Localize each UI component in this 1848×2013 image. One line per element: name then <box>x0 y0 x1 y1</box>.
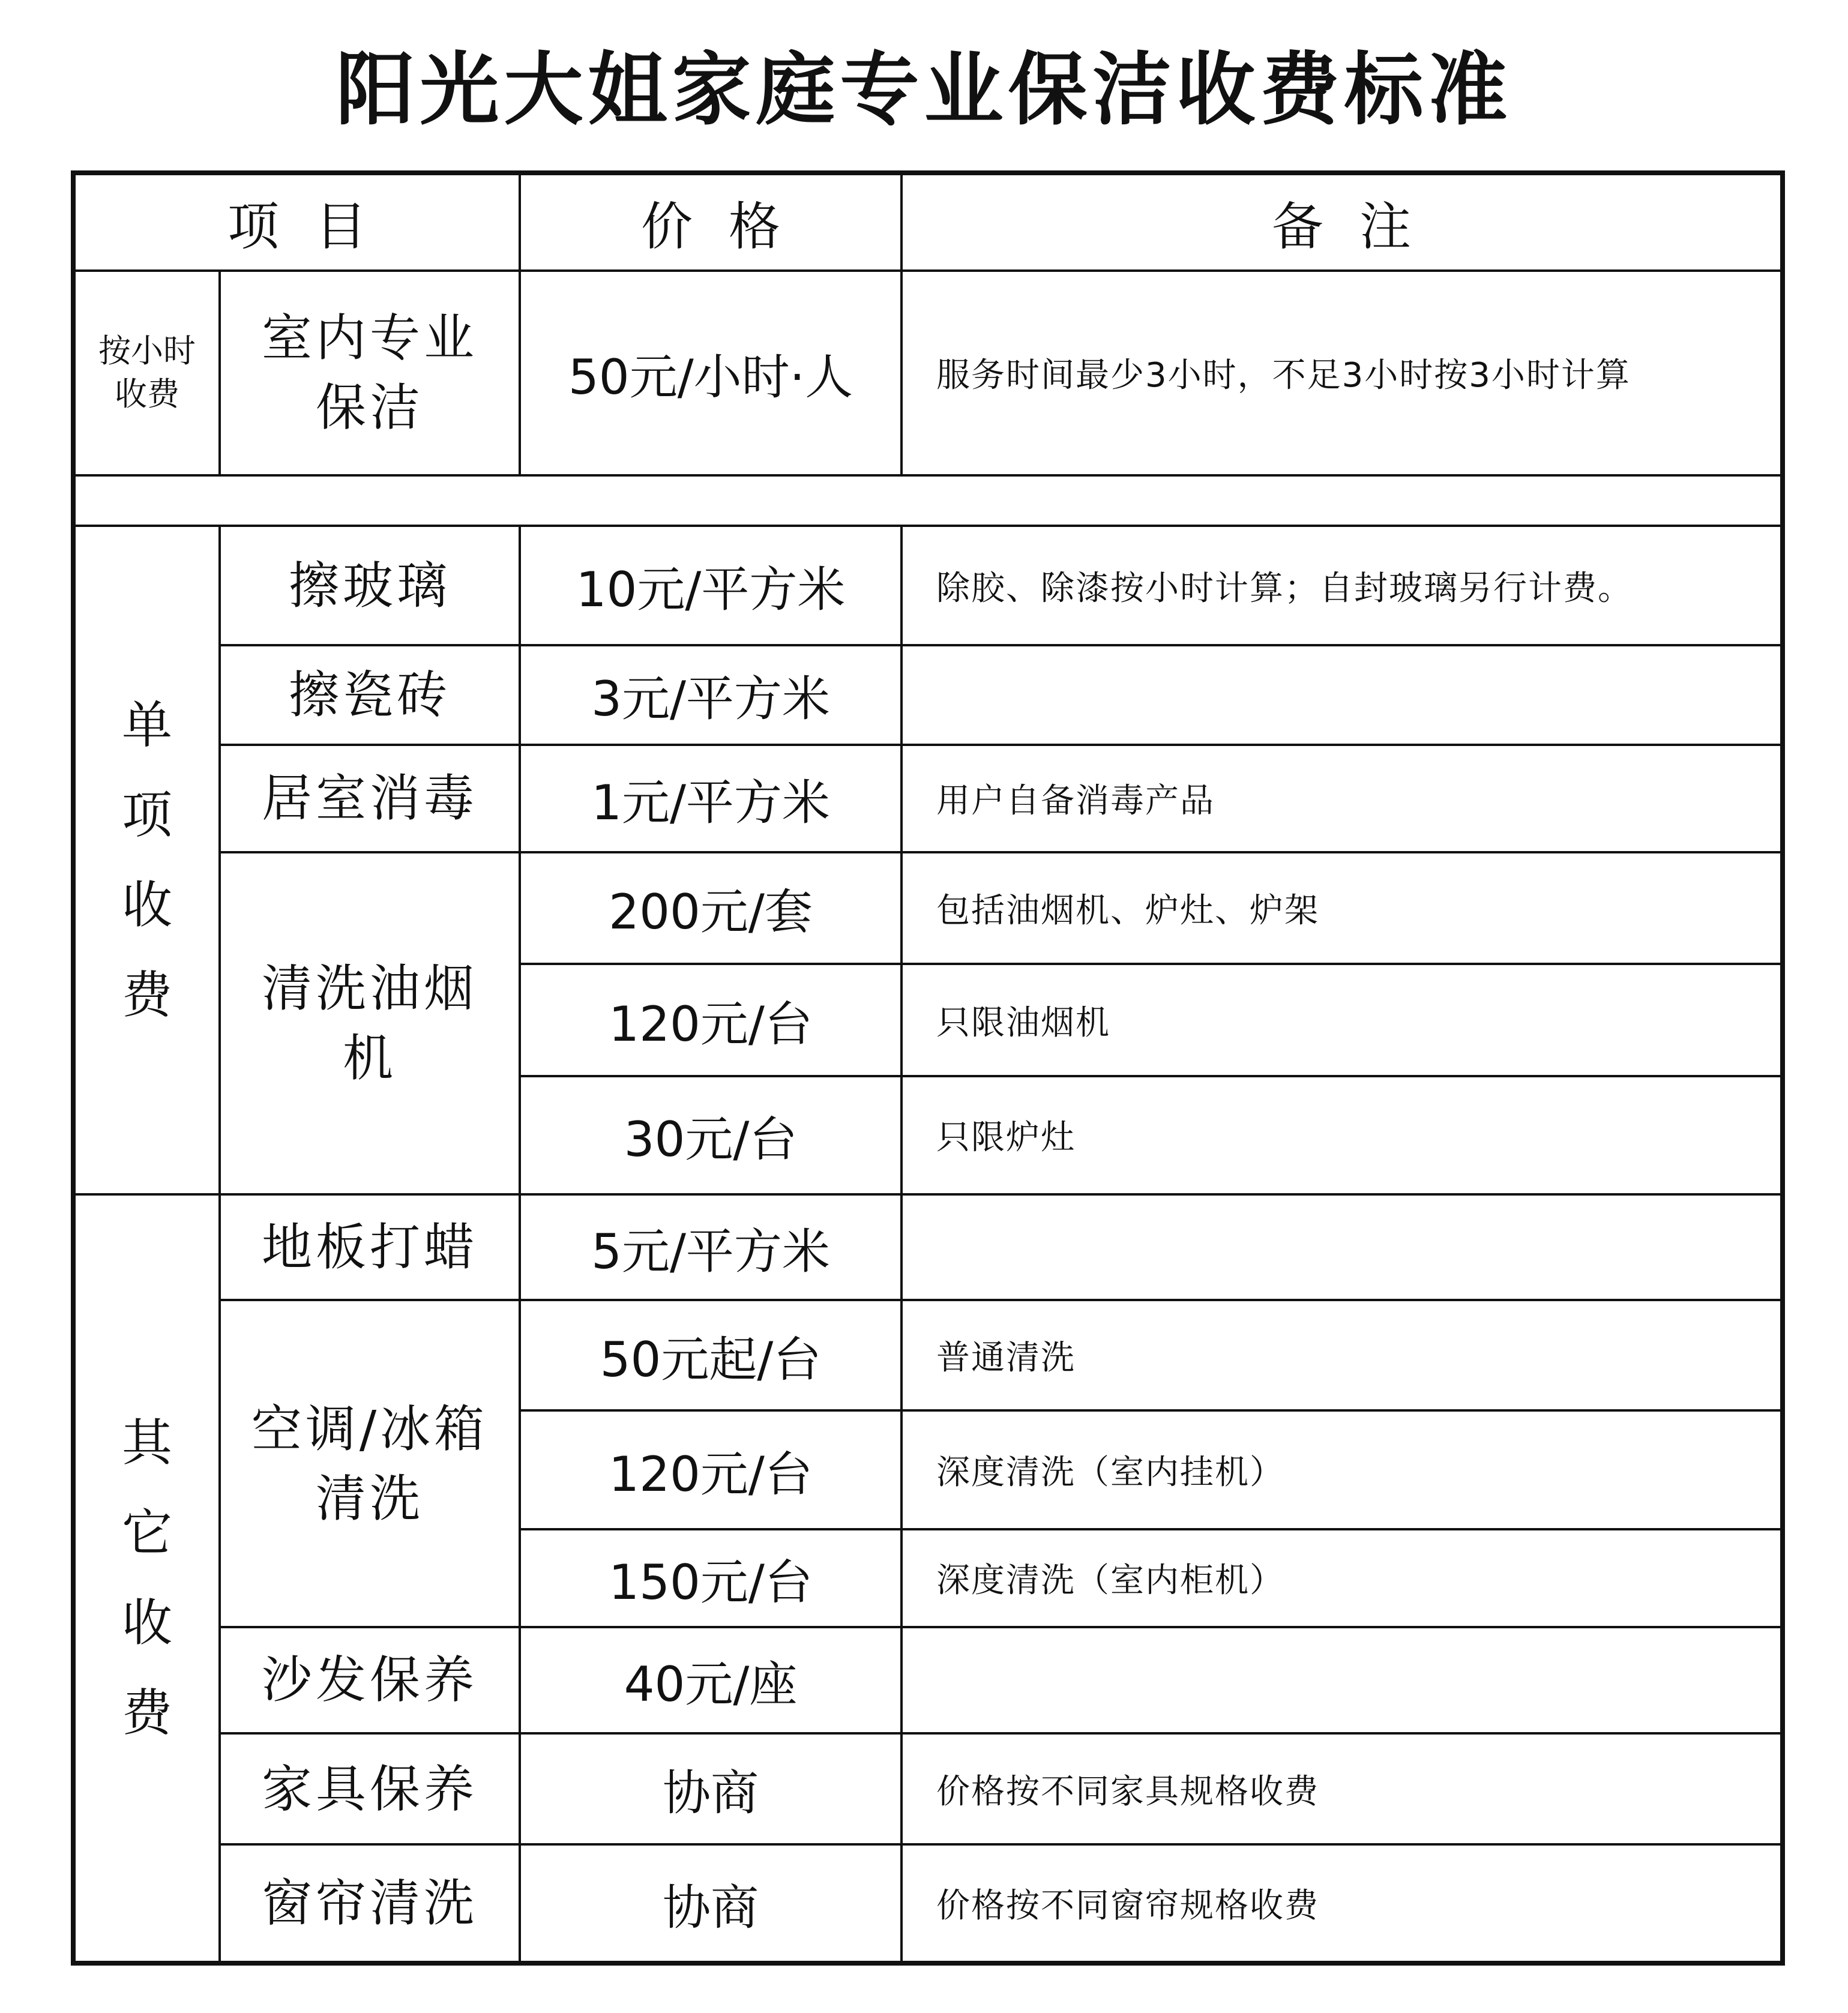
price-cell: 1元/平方米 <box>520 745 901 852</box>
price-cell: 50元起/台 <box>520 1300 901 1410</box>
price-cell: 200元/套 <box>520 852 901 964</box>
price-cell: 5元/平方米 <box>520 1194 901 1301</box>
header-price: 价格 <box>520 173 901 271</box>
header-item: 项目 <box>73 173 520 271</box>
price-cell: 120元/台 <box>520 964 901 1076</box>
item-cell: 室内专业保洁 <box>220 271 520 475</box>
item-cell: 地板打蜡 <box>220 1194 520 1301</box>
table-row <box>73 1844 1783 1963</box>
table-row <box>73 1627 1783 1734</box>
item-cell: 擦玻璃 <box>220 526 520 645</box>
note-cell: 深度清洗（室内柜机） <box>901 1529 1783 1627</box>
category-hourly: 按小时收费 <box>73 271 220 475</box>
table-row <box>73 645 1783 745</box>
note-cell: 普通清洗 <box>901 1300 1783 1410</box>
spacer-row <box>73 475 1783 526</box>
item-cell: 擦瓷砖 <box>220 645 520 745</box>
item-cell: 居室消毒 <box>220 745 520 852</box>
price-cell: 150元/台 <box>520 1529 901 1627</box>
table-row <box>73 526 1783 645</box>
note-cell: 用户自备消毒产品 <box>901 745 1783 852</box>
hourly-row <box>73 271 1783 475</box>
table-row <box>73 1300 1783 1410</box>
price-cell: 3元/平方米 <box>520 645 901 745</box>
item-cell: 家具保养 <box>220 1733 520 1844</box>
table-row <box>73 1194 1783 1301</box>
item-cell-hood: 清洗油烟机 <box>220 852 520 1194</box>
table-row <box>73 852 1783 964</box>
price-cell: 10元/平方米 <box>520 526 901 645</box>
price-cell: 50元/小时·人 <box>520 271 901 475</box>
spacer-cell <box>73 475 1783 526</box>
table-row <box>73 745 1783 852</box>
note-cell: 只限油烟机 <box>901 964 1783 1076</box>
note-cell: 深度清洗（室内挂机） <box>901 1410 1783 1529</box>
price-cell: 协商 <box>520 1844 901 1963</box>
header-note: 备注 <box>901 173 1783 271</box>
note-cell <box>901 645 1783 745</box>
page-title: 阳光大姐家庭专业保洁收费标准 <box>336 44 1512 136</box>
price-cell: 30元/台 <box>520 1076 901 1194</box>
item-cell: 窗帘清洗 <box>220 1844 520 1963</box>
note-cell: 价格按不同家具规格收费 <box>901 1733 1783 1844</box>
table-row <box>73 1733 1783 1844</box>
note-cell: 包括油烟机、炉灶、炉架 <box>901 852 1783 964</box>
header-row <box>73 173 1783 271</box>
item-cell-ac: 空调/冰箱清洗 <box>220 1300 520 1626</box>
price-cell: 120元/台 <box>520 1410 901 1529</box>
price-cell: 协商 <box>520 1733 901 1844</box>
note-cell <box>901 1194 1783 1301</box>
item-cell: 沙发保养 <box>220 1627 520 1734</box>
note-cell: 服务时间最少3小时，不足3小时按3小时计算 <box>901 271 1783 475</box>
note-cell: 只限炉灶 <box>901 1076 1783 1194</box>
category-other: 其它收费 <box>73 1194 220 1963</box>
note-cell: 价格按不同窗帘规格收费 <box>901 1844 1783 1963</box>
category-single: 单项收费 <box>73 526 220 1194</box>
note-cell: 除胶、除漆按小时计算；自封玻璃另行计费。 <box>901 526 1783 645</box>
price-cell: 40元/座 <box>520 1627 901 1734</box>
fee-table <box>71 170 1785 1966</box>
note-cell <box>901 1627 1783 1734</box>
